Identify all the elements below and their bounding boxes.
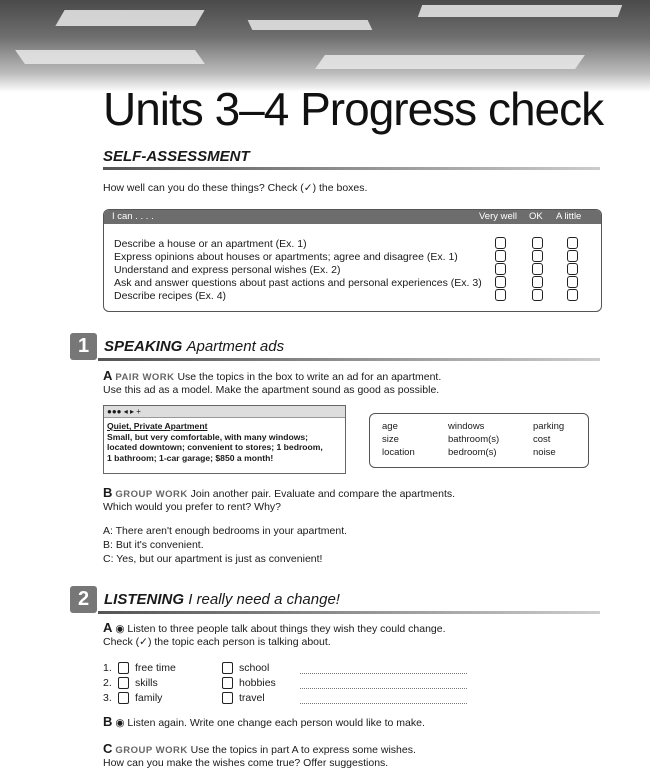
- topic-word: age: [382, 421, 398, 432]
- checkbox-very-well[interactable]: [495, 276, 506, 288]
- choice-number: 3.: [103, 692, 112, 704]
- checkbox-very-well[interactable]: [495, 237, 506, 249]
- choice-checkbox[interactable]: [222, 662, 233, 674]
- col-i-can: I can . . . .: [112, 211, 154, 222]
- choice-number: 1.: [103, 662, 112, 674]
- checkbox-ok[interactable]: [532, 276, 543, 288]
- part-c-line1: Use the topics in part A to express some wishes.: [190, 744, 416, 756]
- section-2-part-a: [103, 621, 446, 636]
- part-a-line2: Use this ad as a model. Make the apartment sound as good as possible.: [103, 384, 440, 396]
- ad-heading: Quiet, Private Apartment: [107, 421, 208, 431]
- ad-line: located downtown; convenient to stores; 1 bedroom,: [107, 442, 323, 452]
- section-2-title: [104, 591, 340, 608]
- choice-label: free time: [135, 662, 176, 674]
- group-work-caption: GROUP WORK: [115, 745, 188, 756]
- topic-word: parking: [533, 421, 565, 432]
- topic-word: location: [382, 447, 415, 458]
- choice-number: 2.: [103, 677, 112, 689]
- topic-word: bathroom(s): [448, 434, 500, 445]
- ad-line: Small, but very comfortable, with many windows;: [107, 431, 309, 442]
- sample-ad: [103, 405, 346, 474]
- choice-checkbox[interactable]: [118, 662, 129, 674]
- self-assessment-table: [103, 209, 602, 312]
- part-letter: A: [103, 368, 113, 383]
- choice-label: skills: [135, 677, 158, 689]
- divider: [98, 611, 600, 614]
- section-2-number: 2: [70, 586, 97, 613]
- col-a-little: A little: [556, 211, 582, 222]
- divider: [98, 358, 600, 361]
- topics-box: [369, 413, 589, 468]
- part-b-line1: Listen again. Write one change each person would like to make.: [127, 717, 425, 729]
- table-header: [104, 210, 601, 224]
- checkbox-ok[interactable]: [532, 237, 543, 249]
- group-work-caption: GROUP WORK: [115, 489, 188, 500]
- choice-checkbox[interactable]: [118, 677, 129, 689]
- col-very-well: Very well: [479, 211, 518, 222]
- self-assessment-heading: SELF-ASSESSMENT: [103, 148, 250, 165]
- part-b-line2: Which would you prefer to rent? Why?: [103, 501, 281, 513]
- section-1-subtitle: Apartment ads: [186, 338, 285, 355]
- audio-icon: ◉: [115, 623, 125, 635]
- divider: [103, 167, 600, 170]
- checkbox-a-little[interactable]: [567, 289, 578, 301]
- choice-checkbox[interactable]: [222, 677, 233, 689]
- section-1-part-a: [103, 369, 441, 384]
- dialogue-line: A: There aren't enough bedrooms in your apartment.: [103, 525, 348, 537]
- section-1-heading: SPEAKING: [104, 338, 183, 355]
- choice-checkbox[interactable]: [222, 692, 233, 704]
- choice-label: hobbies: [239, 677, 276, 689]
- dialogue-line: B: But it's convenient.: [103, 539, 204, 551]
- section-2-part-b: [103, 715, 425, 730]
- part-a-line2: Check (✓) the topic each person is talking about.: [103, 636, 331, 648]
- audio-icon: ◉: [115, 717, 125, 729]
- header-banner: [0, 0, 650, 92]
- section-2-part-c: [103, 742, 416, 757]
- table-row: Describe a house or an apartment (Ex. 1): [114, 238, 307, 250]
- checkbox-very-well[interactable]: [495, 250, 506, 262]
- answer-line[interactable]: [300, 703, 467, 704]
- dialogue-line: C: Yes, but our apartment is just as convenient!: [103, 553, 323, 565]
- section-1-title: [104, 338, 284, 355]
- answer-line[interactable]: [300, 673, 467, 674]
- part-letter: B: [103, 714, 113, 729]
- checkbox-ok[interactable]: [532, 289, 543, 301]
- table-row: Describe recipes (Ex. 4): [114, 290, 227, 302]
- self-assessment-instruction: How well can you do these things? Check (✓) the boxes.: [103, 182, 368, 194]
- choice-checkbox[interactable]: [118, 692, 129, 704]
- col-ok: OK: [529, 211, 543, 222]
- table-row: Express opinions about houses or apartments; agree and disagree (Ex. 1): [114, 251, 458, 263]
- topic-word: size: [382, 434, 399, 445]
- table-row: Ask and answer questions about past actions and personal experiences (Ex. 3): [114, 277, 482, 289]
- topic-word: cost: [533, 434, 551, 445]
- ad-line: 1 bathroom; 1-car garage; $850 a month!: [107, 452, 274, 463]
- checkbox-ok[interactable]: [532, 250, 543, 262]
- part-b-line1: Join another pair. Evaluate and compare the apartments.: [190, 488, 456, 500]
- choice-label: school: [239, 662, 270, 674]
- checkbox-a-little[interactable]: [567, 237, 578, 249]
- part-a-line1: Listen to three people talk about things they wish they could change.: [127, 623, 446, 635]
- section-1-number: 1: [70, 333, 97, 360]
- answer-line[interactable]: [300, 688, 467, 689]
- ad-window-bar: ●●● ◂ ▸ +: [104, 406, 345, 418]
- section-2-heading: LISTENING: [104, 591, 185, 608]
- topic-word: bedroom(s): [448, 447, 497, 458]
- checkbox-ok[interactable]: [532, 263, 543, 275]
- section-1-part-b: [103, 486, 455, 501]
- checkbox-a-little[interactable]: [567, 250, 578, 262]
- part-letter: A: [103, 620, 113, 635]
- topic-word: noise: [533, 447, 556, 458]
- page-title: Units 3–4 Progress check: [103, 83, 604, 135]
- pair-work-caption: PAIR WORK: [115, 372, 175, 383]
- choice-label: travel: [239, 692, 265, 704]
- choice-label: family: [135, 692, 163, 704]
- part-c-line2: How can you make the wishes come true? Offer suggestions.: [103, 757, 389, 769]
- checkbox-very-well[interactable]: [495, 263, 506, 275]
- checkbox-a-little[interactable]: [567, 263, 578, 275]
- checkbox-very-well[interactable]: [495, 289, 506, 301]
- section-2-subtitle: I really need a change!: [188, 591, 340, 608]
- topic-word: windows: [448, 421, 485, 432]
- part-letter: B: [103, 485, 113, 500]
- part-letter: C: [103, 741, 113, 756]
- part-a-line1: Use the topics in the box to write an ad for an apartment.: [177, 371, 442, 383]
- table-row: Understand and express personal wishes (Ex. 2): [114, 264, 341, 276]
- checkbox-a-little[interactable]: [567, 276, 578, 288]
